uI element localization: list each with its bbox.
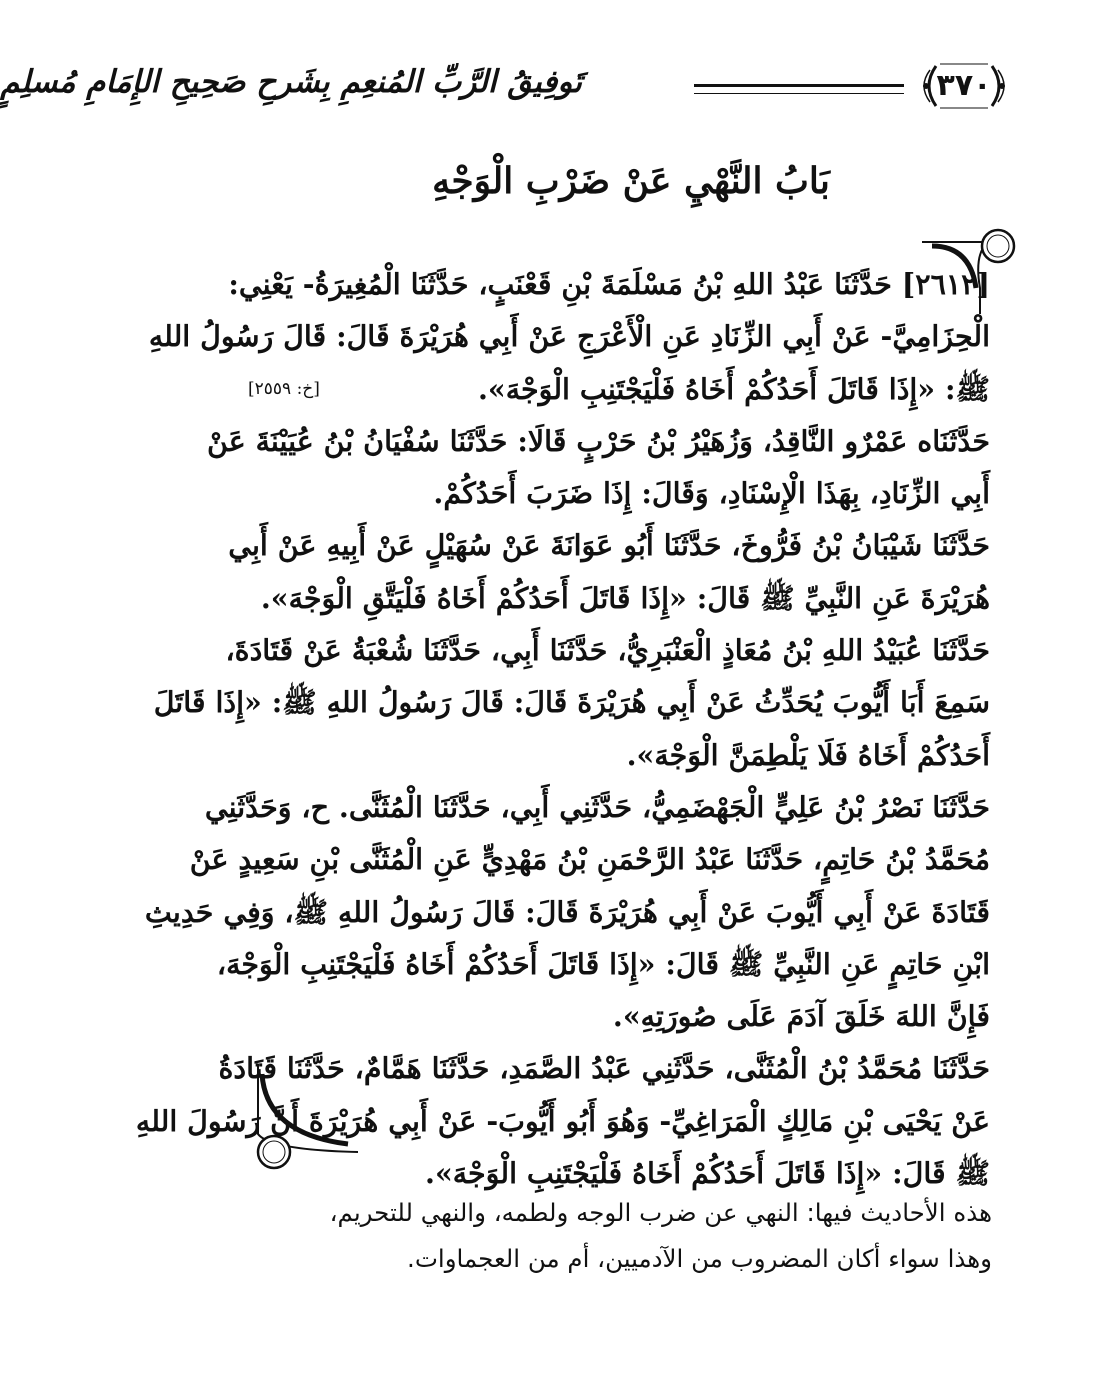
hadith-line: سَمِعَ أَبَا أَيُّوبَ يُحَدِّثُ عَنْ أَبِي هُرَيْرَةَ قَالَ: قَالَ رَسُولُ اللهِ ﷺ: «إِذَا قَاتَلَ bbox=[153, 685, 990, 720]
hadith-line: عَنْ يَحْيَى بْنِ مَالِكٍ الْمَرَاغِيِّ- وَهُوَ أَبُو أَيُّوبَ- عَنْ أَبِي هُرَيْرَةَ أَنَّ رَسُولَ اللهِ bbox=[135, 1103, 990, 1138]
page-number: ٣٧٠ bbox=[936, 68, 992, 103]
hadith-line: أَبِي الزِّنَادِ، بِهَذَا الْإِسْنَادِ، وَقَالَ: إِذَا ضَرَبَ أَحَدُكُمْ. bbox=[433, 476, 990, 511]
commentary-line: هذه الأحاديث فيها: النهي عن ضرب الوجه ولطمه، والنهي للتحريم، bbox=[329, 1198, 992, 1227]
chapter-title: بَابُ النَّهْيِ عَنْ ضَرْبِ الْوَجْهِ bbox=[432, 160, 830, 202]
hadith-text bbox=[135, 258, 990, 1199]
hadith-line: ابْنِ حَاتِمٍ عَنِ النَّبِيِّ ﷺ قَالَ: «إِذَا قَاتَلَ أَحَدُكُمْ أَخَاهُ فَلْيَجْتَنِبِ الْوَجْهَ، bbox=[216, 946, 990, 981]
hadith-line: حَدَّثَنَا نَصْرُ بْنُ عَلِيٍّ الْجَهْضَمِيُّ، حَدَّثَنِي أَبِي، حَدَّثَنَا الْمُثَنَّى. ح، وَحَدَّثَنِي bbox=[204, 789, 990, 824]
commentary-line: وهذا سواء أكان المضروب من الآدميين، أم من العجماوات. bbox=[407, 1244, 992, 1273]
book-title: تَوفِيقُ الرَّبِّ المُنعِمِ بِشَرحِ صَحِيحِ الإِمَامِ مُسلِمٍ bbox=[0, 64, 582, 100]
hadith-line: حَدَّثَنَا عُبَيْدُ اللهِ بْنُ مُعَاذٍ الْعَنْبَرِيُّ، حَدَّثَنَا أَبِي، حَدَّثَنَا شُعْبَةُ عَنْ قَتَادَةَ، bbox=[225, 633, 990, 668]
hadith-line: قَتَادَةَ عَنْ أَبِي أَيُّوبَ عَنْ أَبِي هُرَيْرَةَ قَالَ: قَالَ رَسُولُ اللهِ ﷺ، وَفِي حَدِيثِ bbox=[144, 894, 990, 929]
hadith-line: فَإِنَّ اللهَ خَلَقَ آدَمَ عَلَى صُورَتِهِ». bbox=[612, 999, 990, 1034]
hadith-line: الْحِزَامِيَّ- عَنْ أَبِي الزِّنَادِ عَنِ الْأَعْرَجِ عَنْ أَبِي هُرَيْرَةَ قَالَ: قَالَ رَسُولُ اللهِ bbox=[148, 319, 990, 354]
hadith-line: ﷺ قَالَ: «إِذَا قَاتَلَ أَحَدُكُمْ أَخَاهُ فَلْيَجْتَنِبِ الْوَجْهَ». bbox=[425, 1156, 990, 1191]
bukhari-reference: [خ: ٢٥٥٩] bbox=[248, 378, 320, 399]
header-rule bbox=[694, 84, 904, 94]
page-header bbox=[0, 58, 1012, 118]
hadith-line: حَدَّثَنَا شَيْبَانُ بْنُ فَرُّوخَ، حَدَّثَنَا أَبُو عَوَانَةَ عَنْ سُهَيْلٍ عَنْ أَبِيهِ عَنْ أَبِي bbox=[228, 528, 990, 563]
hadith-line: هُرَيْرَةَ عَنِ النَّبِيِّ ﷺ قَالَ: «إِذَا قَاتَلَ أَحَدُكُمْ أَخَاهُ فَلْيَتَّقِ الْوَجْهَ». bbox=[260, 580, 990, 615]
hadith-line: حَدَّثَنَا مُحَمَّدُ بْنُ الْمُثَنَّى، حَدَّثَنِي عَبْدُ الصَّمَدِ، حَدَّثَنَا هَمَّامٌ، حَدَّثَنَا قَتَادَةُ bbox=[218, 1051, 990, 1086]
hadith-line: حَدَّثَنَاه عَمْرٌو النَّاقِدُ، وَزُهَيْرُ بْنُ حَرْبٍ قَالَا: حَدَّثَنَا سُفْيَانُ بْنُ عُيَيْنَةَ عَنْ bbox=[207, 423, 990, 458]
hadith-line: أَحَدُكُمْ أَخَاهُ فَلَا يَلْطِمَنَّ الْوَجْهَ». bbox=[626, 737, 990, 772]
hadith-line: [٢٦١٢] حَدَّثَنَا عَبْدُ اللهِ بْنُ مَسْلَمَةَ بْنِ قَعْنَبٍ، حَدَّثَنَا الْمُغِيرَةُ- يَعْنِي: bbox=[228, 267, 990, 301]
hadith-line: مُحَمَّدُ بْنُ حَاتِمٍ، حَدَّثَنَا عَبْدُ الرَّحْمَنِ بْنُ مَهْدِيٍّ عَنِ الْمُثَنَّى بْنِ سَعِيدٍ عَنْ bbox=[189, 842, 990, 877]
hadith-line bbox=[248, 363, 990, 415]
commentary bbox=[252, 1190, 992, 1282]
hadith-line-text: ﷺ: «إِذَا قَاتَلَ أَحَدُكُمْ أَخَاهُ فَلْيَجْتَنِبِ الْوَجْهَ». bbox=[477, 371, 990, 406]
